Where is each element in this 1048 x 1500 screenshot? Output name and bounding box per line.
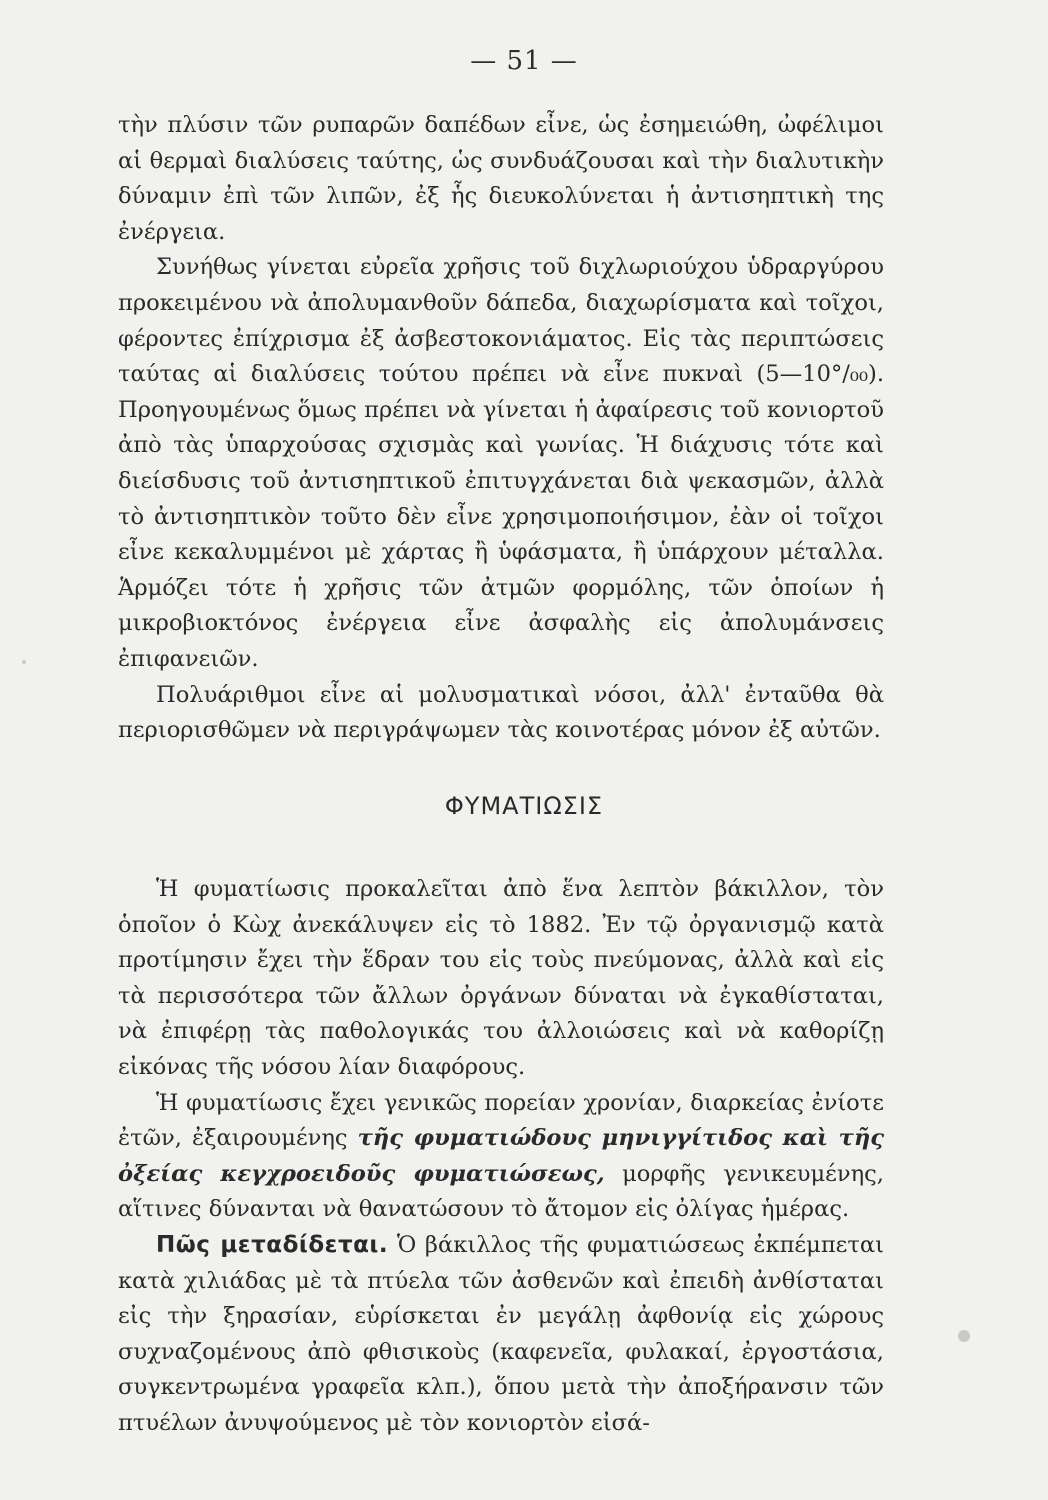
body-text-top [118,108,884,749]
paper-spot [22,660,26,664]
page-number: — 51 — [470,46,578,76]
paper-spot [958,1330,970,1342]
body-text-section [118,872,884,1442]
paragraph [118,1228,884,1442]
paragraph [118,1086,884,1228]
paragraph-text: Ὁ βάκιλλος τῆς φυματιώσεως ἐκπέμπεται κατὰ χιλιάδας μὲ τὰ πτύελα τῶν ἀσθενῶν καὶ ἐπειδὴ ἀνθίσταται εἰς τὴν ξηρασίαν, εὑρίσκεται ἐν μεγάλῃ ἀφθονίᾳ εἰς χώρους συχναζομένους ἀπὸ φθισικοὺς (καφενεῖα, φυλακαί, ἐργοστάσια, συγκεντρωμένα γραφεῖα κλπ.), ὅπου μετὰ τὴν ἀποξήρανσιν τῶν πτυέλων ἀνυψούμενος μὲ τὸν κονιορτὸν εἰσά- [118,1231,884,1436]
section-heading: ΦΥΜΑΤΙΩΣΙΣ [444,792,604,820]
paragraph-text: μορφῆς γενικευμένης, αἵτινες δύνανται νὰ θανατώσουν τὸ ἄτομον εἰς ὀλίγας ἡμέρας. [118,1160,884,1223]
paragraph: τὴν πλύσιν τῶν ρυπαρῶν δαπέδων εἶνε, ὡς ἐσημειώθη, ὠφέλιμοι αἱ θερμαὶ διαλύσεις ταύτης, ὡς συνδυάζουσαι καὶ τὴν διαλυτικὴν δύναμιν ἐπὶ τῶν λιπῶν, ἐξ ἧς διευκολύνεται ἡ ἀντισηπτικὴ της ἐνέργεια. [118,112,884,245]
paragraph: Πολυάριθμοι εἶνε αἱ μολυσματικαὶ νόσοι, ἀλλ' ἐνταῦθα θὰ περιορισθῶμεν νὰ περιγράψωμεν τὰς κοινοτέρας μόνον ἐξ αὐτῶν. [118,681,884,744]
paragraph-text: Ἡ φυματίωσις ἔχει γενικῶς πορείαν χρονίαν, διαρκείας ἐνίοτε ἐτῶν, ἐξαιρουμένης [118,1089,884,1152]
paragraph: Συνήθως γίνεται εὐρεῖα χρῆσις τοῦ διχλωριούχου ὑδραργύρου προκειμένου νὰ ἀπολυμανθοῦν δάπεδα, διαχωρίσματα καὶ τοῖχοι, φέροντες ἐπίχρισμα ἐξ ἀσβεστοκονιάματος. Εἰς τὰς περιπτώσεις ταύτας αἱ διαλύσεις τούτου πρέπει νὰ εἶνε πυκναὶ (5—10°/₀₀). Προηγουμένως ὅμως πρέπει νὰ γίνεται ἡ ἀφαίρεσις τοῦ κονιορτοῦ ἀπὸ τὰς ὑπαρχούσας σχισμὰς καὶ γωνίας. Ἡ διάχυσις τότε καὶ διείσδυσις τοῦ ἀντισηπτικοῦ ἐπιτυγχάνεται διὰ ψεκασμῶν, ἀλλὰ τὸ ἀντισηπτικὸν τοῦτο δὲν εἶνε χρησιμοποιήσιμον, ἐὰν οἱ τοῖχοι εἶνε κεκαλυμμένοι μὲ χάρτας ἢ ὑφάσματα, ἢ ὑπάρχουν μέταλλα. Ἁρμόζει τότε ἡ χρῆσις τῶν ἀτμῶν φορμόλης, τῶν ὁποίων ἡ μικροβιοκτόνος ἐνέργεια εἶνε ἀσφαλὴς εἰς ἀπολυμάνσεις ἐπιφανειῶν. [118,254,884,672]
run-in-heading: Πῶς μεταδίδεται. [156,1231,389,1258]
paragraph: Ἡ φυματίωσις προκαλεῖται ἀπὸ ἕνα λεπτὸν βάκιλλον, τὸν ὁποῖον ὁ Κὼχ ἀνεκάλυψεν εἰς τὸ 1882. Ἐν τῷ ὀργανισμῷ κατὰ προτίμησιν ἔχει τὴν ἕδραν του εἰς τοὺς πνεύμονας, ἀλλὰ καὶ εἰς τὰ περισσότερα τῶν ἄλλων ὀργάνων δύναται νὰ ἐγκαθίσταται, νὰ ἐπιφέρῃ τὰς παθολογικάς του ἀλλοιώσεις καὶ νὰ καθορίζῃ εἰκόνας τῆς νόσου λίαν διαφόρους. [118,876,884,1080]
emphasized-text: τῆς φυματιώδους μηνιγγίτιδος καὶ τῆς ὀξείας κεγχροειδοῦς φυματιώσεως, [118,1125,884,1187]
